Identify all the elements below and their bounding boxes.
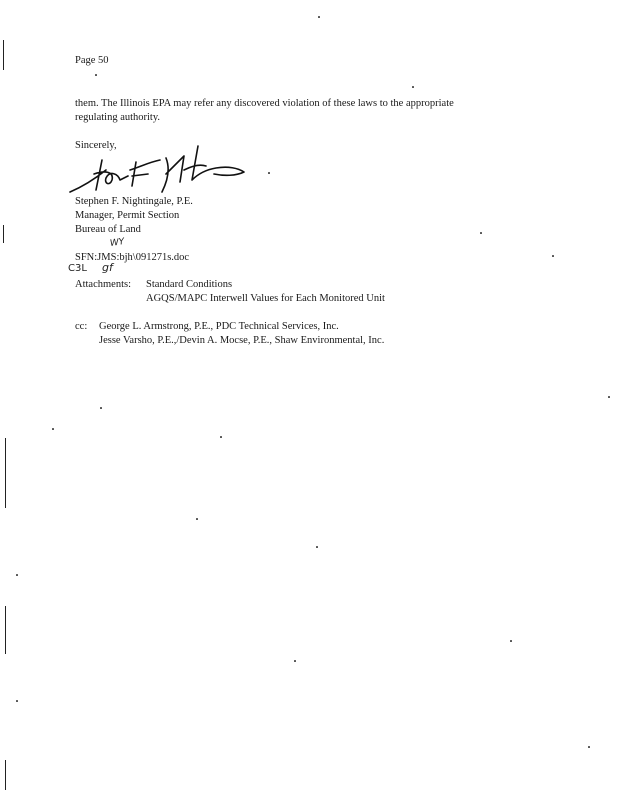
scan-speck <box>316 546 318 548</box>
cc-recipient: George L. Armstrong, P.E., PDC Technical Services, Inc. <box>99 321 339 332</box>
attachments-label: Attachments: <box>75 279 131 290</box>
document-reference: SFN:JMS:bjh\091271s.doc <box>75 252 190 263</box>
body-text-line: them. The Illinois EPA may refer any discovered violation of these laws to the appropriate <box>75 98 454 109</box>
scan-speck <box>552 255 554 257</box>
scan-edge-mark <box>3 40 4 70</box>
scan-edge-mark <box>5 438 6 508</box>
signer-title: Manager, Permit Section <box>75 210 180 221</box>
attachment-item: Standard Conditions <box>146 279 233 290</box>
cc-recipient: Jesse Varsho, P.E.,/Devin A. Mocse, P.E., Shaw Environmental, Inc. <box>99 335 385 346</box>
handwritten-initials-left: C3L <box>68 263 87 274</box>
attachment-item: AGQS/MAPC Interwell Values for Each Monitored Unit <box>146 293 385 304</box>
scan-speck <box>95 74 97 76</box>
scan-edge-mark <box>5 606 6 654</box>
handwritten-initials-right: gf <box>102 261 113 274</box>
scan-speck <box>220 436 222 438</box>
scan-edge-mark <box>3 225 4 243</box>
scan-speck <box>318 16 320 18</box>
closing-salutation: Sincerely, <box>75 140 117 151</box>
scan-speck <box>268 172 270 174</box>
scan-edge-mark <box>5 760 6 790</box>
scan-speck <box>412 86 414 88</box>
scan-speck <box>480 232 482 234</box>
scan-speck <box>294 660 296 662</box>
body-text-line: regulating authority. <box>75 112 161 123</box>
scan-speck <box>588 746 590 748</box>
scan-speck <box>608 396 610 398</box>
handwritten-signature <box>66 140 266 200</box>
page-number: Page 50 <box>75 55 109 66</box>
scan-speck <box>196 518 198 520</box>
handwritten-initials-top: WY <box>109 237 126 249</box>
cc-label: cc: <box>75 321 88 332</box>
scan-speck <box>510 640 512 642</box>
signer-name: Stephen F. Nightingale, P.E. <box>75 196 193 207</box>
scan-speck <box>16 700 18 702</box>
scan-speck <box>100 407 102 409</box>
signer-bureau: Bureau of Land <box>75 224 141 235</box>
scan-speck <box>16 574 18 576</box>
scan-speck <box>52 428 54 430</box>
